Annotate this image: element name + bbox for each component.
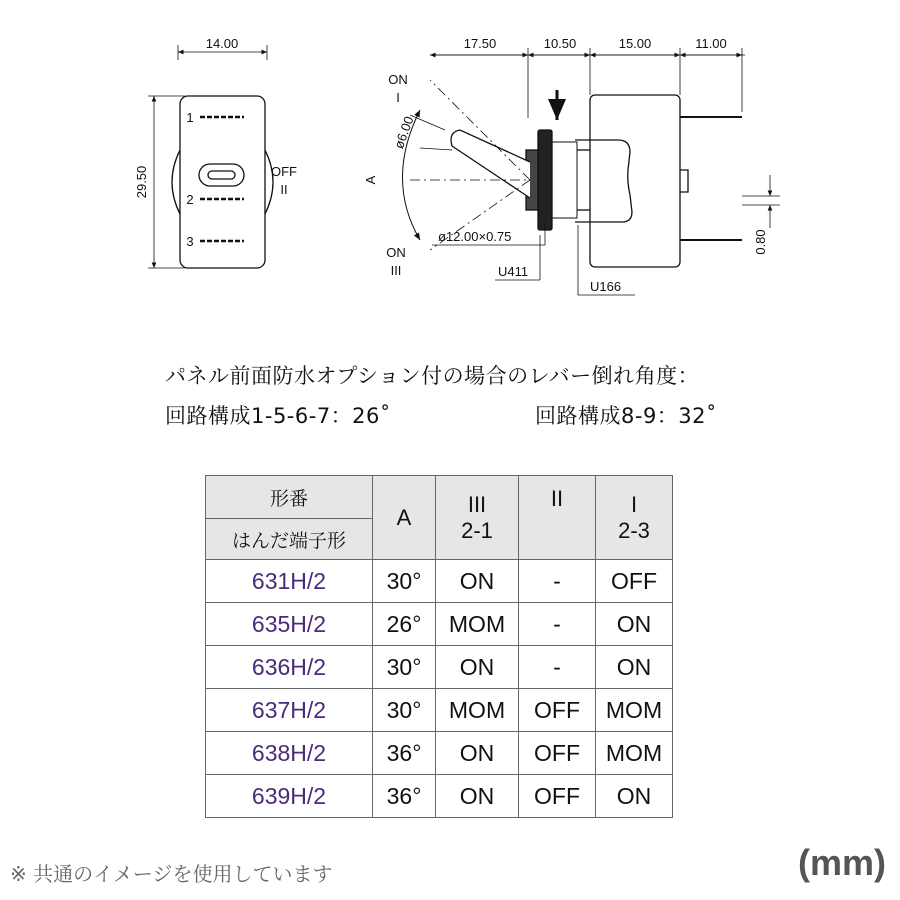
waterproof-note-circuit-2: 回路構成8-9：32˚ bbox=[535, 404, 718, 428]
model-cell: 635H/2 bbox=[206, 603, 373, 646]
pos-ii-cell: - bbox=[519, 560, 596, 603]
waterproof-note-title: パネル前面防水オプション付の場合のレバー倒れ角度： bbox=[165, 364, 700, 388]
model-cell: 638H/2 bbox=[206, 732, 373, 775]
waterproof-note-circuit-1: 回路構成1-5-6-7：26˚ bbox=[165, 404, 391, 428]
u166-label: U166 bbox=[590, 279, 622, 294]
thread-label: ø12.00×0.75 bbox=[438, 229, 512, 244]
header-ii-roman: II bbox=[550, 486, 564, 511]
pos-i-cell: ON bbox=[596, 775, 673, 818]
table-row bbox=[206, 732, 673, 775]
angle-cell: 26° bbox=[373, 603, 436, 646]
pos-i-cell: MOM bbox=[596, 689, 673, 732]
pos-iii-cell: ON bbox=[436, 560, 519, 603]
pos-ii-cell: - bbox=[519, 646, 596, 689]
pos-ii-cell: OFF bbox=[519, 689, 596, 732]
model-cell: 637H/2 bbox=[206, 689, 373, 732]
header-ii bbox=[519, 476, 596, 560]
table-row bbox=[206, 775, 673, 818]
footer-note: ※ 共通のイメージを使用しています bbox=[10, 862, 333, 886]
side-view bbox=[403, 48, 781, 295]
terminal-label-3: 3 bbox=[186, 234, 194, 249]
dim-11-00: 11.00 bbox=[695, 36, 727, 51]
dim-17-50: 17.50 bbox=[463, 36, 497, 51]
pos-iii-cell: ON bbox=[436, 646, 519, 689]
pos-iii-cell: MOM bbox=[436, 689, 519, 732]
front-view bbox=[148, 45, 273, 268]
header-iii-roman: III bbox=[467, 491, 487, 517]
front-width-dim: 14.00 bbox=[205, 36, 239, 51]
header-i bbox=[596, 476, 673, 560]
pos-i-cell: ON bbox=[596, 603, 673, 646]
terminal-label-1: 1 bbox=[186, 110, 194, 125]
header-iii-sub: 2-1 bbox=[461, 517, 493, 543]
pos-ii-cell: OFF bbox=[519, 775, 596, 818]
lever-dia-label: ø6.00 bbox=[391, 114, 417, 151]
table-row bbox=[206, 560, 673, 603]
off-label: OFF bbox=[271, 164, 297, 179]
model-cell: 639H/2 bbox=[206, 775, 373, 818]
front-height-dim: 29.50 bbox=[134, 165, 149, 199]
model-cell: 636H/2 bbox=[206, 646, 373, 689]
pos-iii-cell: ON bbox=[436, 732, 519, 775]
table-row bbox=[206, 646, 673, 689]
dimension-drawing bbox=[0, 0, 900, 330]
pos-iii-cell: ON bbox=[436, 775, 519, 818]
pos-ii-cell: - bbox=[519, 603, 596, 646]
dim-10-50: 10.50 bbox=[543, 36, 577, 51]
header-i-sub: 2-3 bbox=[618, 517, 650, 543]
angle-cell: 30° bbox=[373, 689, 436, 732]
terminal-label-2: 2 bbox=[186, 192, 194, 207]
unit-label: (mm) bbox=[798, 842, 886, 883]
dim-15-00: 15.00 bbox=[618, 36, 652, 51]
on-bottom-label: ON bbox=[386, 245, 406, 260]
off-roman: II bbox=[280, 182, 288, 197]
angle-cell: 30° bbox=[373, 646, 436, 689]
spec-table bbox=[205, 475, 673, 818]
header-i-roman: I bbox=[630, 491, 638, 517]
header-model: 形番 bbox=[206, 476, 373, 519]
on-top-roman: I bbox=[396, 90, 400, 105]
pos-i-cell: OFF bbox=[596, 560, 673, 603]
pos-iii-cell: MOM bbox=[436, 603, 519, 646]
header-model-sub: はんだ端子形 bbox=[206, 519, 373, 560]
u411-label: U411 bbox=[498, 264, 529, 279]
table-row bbox=[206, 603, 673, 646]
table-row bbox=[206, 689, 673, 732]
angle-a-label: A bbox=[363, 175, 378, 185]
pos-i-cell: ON bbox=[596, 646, 673, 689]
header-a: A bbox=[373, 476, 436, 560]
terminal-thickness-label: 0.80 bbox=[753, 229, 768, 255]
pos-ii-cell: OFF bbox=[519, 732, 596, 775]
on-bottom-roman: III bbox=[390, 263, 402, 278]
angle-cell: 36° bbox=[373, 732, 436, 775]
angle-cell: 30° bbox=[373, 560, 436, 603]
pos-i-cell: MOM bbox=[596, 732, 673, 775]
on-top-label: ON bbox=[388, 72, 408, 87]
angle-cell: 36° bbox=[373, 775, 436, 818]
header-iii bbox=[436, 476, 519, 560]
model-cell: 631H/2 bbox=[206, 560, 373, 603]
